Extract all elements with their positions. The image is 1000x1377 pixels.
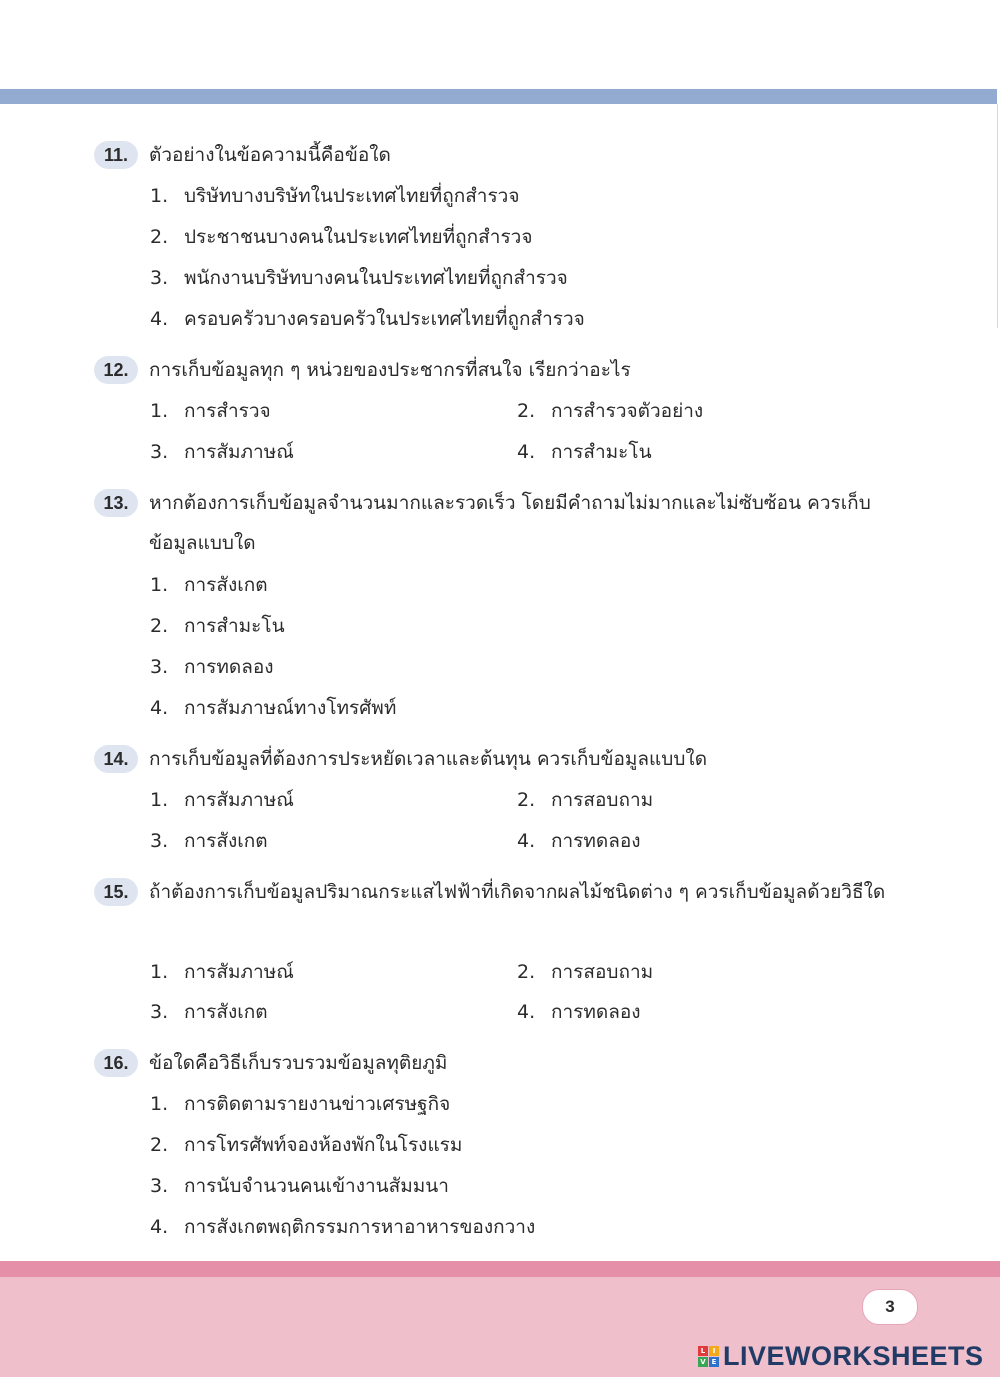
option-14-1[interactable] [150,786,294,814]
option-16-3[interactable] [150,1172,449,1200]
option-14-2[interactable] [517,786,653,814]
question-number: 12. [94,356,138,384]
question-number: 13. [94,489,138,517]
brand-name: LIVEWORKSHEETS [723,1340,984,1371]
option-text: การสังเกต [184,1001,268,1023]
option-number: 3. [150,830,169,852]
option-13-2[interactable] [150,612,285,640]
option-number: 1. [150,961,169,983]
option-16-1[interactable] [150,1090,450,1118]
option-text: พนักงานบริษัทบางคนในประเทศไทยที่ถูกสำรวจ [184,267,568,289]
option-number: 3. [150,1175,169,1197]
option-text: การสัมภาษณ์ [184,789,294,811]
option-text: บริษัทบางบริษัทในประเทศไทยที่ถูกสำรวจ [184,185,520,207]
option-text: ครอบครัวบางครอบครัวในประเทศไทยที่ถูกสำรวจ [184,308,585,330]
option-11-3[interactable] [150,264,568,292]
option-number: 1. [150,400,169,422]
question-text: ข้อใดคือวิธีเก็บรวบรวมข้อมูลทุติยภูมิ [149,1052,448,1074]
option-text: การทดลอง [184,656,274,678]
option-number: 3. [150,1001,169,1023]
option-15-3[interactable] [150,998,268,1026]
logo-letter: L [698,1346,708,1356]
option-number: 4. [150,697,169,719]
option-text: การสอบถาม [551,789,654,811]
option-number: 2. [150,1134,169,1156]
option-number: 4. [150,308,169,330]
option-15-4[interactable] [517,998,641,1026]
option-number: 1. [150,1093,169,1115]
option-number: 4. [517,441,536,463]
option-text: การสำรวจ [184,400,271,422]
question-text: ถ้าต้องการเก็บข้อมูลปริมาณกระแสไฟฟ้าที่เกิดจากผลไม้ชนิดต่าง ๆ ควรเก็บข้อมูลด้วยวิธีใด [149,881,886,903]
option-number: 3. [150,267,169,289]
option-13-3[interactable] [150,653,274,681]
option-text: การทดลอง [551,830,641,852]
option-number: 1. [150,574,169,596]
option-12-1[interactable] [150,397,271,425]
question-text: ตัวอย่างในข้อความนี้คือข้อใด [149,144,391,166]
option-number: 1. [150,789,169,811]
option-text: การสำรวจตัวอย่าง [551,400,704,422]
option-text: การทดลอง [551,1001,641,1023]
option-number: 1. [150,185,169,207]
option-16-4[interactable] [150,1213,535,1241]
option-number: 2. [150,615,169,637]
option-text: การสัมภาษณ์ [184,961,294,983]
page-number-badge: 3 [862,1289,918,1325]
brand-logo-icon [698,1346,719,1367]
option-number: 4. [517,1001,536,1023]
option-text: การสังเกต [184,830,268,852]
option-number: 2. [517,789,536,811]
option-text: การติดตามรายงานข่าวเศรษฐกิจ [184,1093,451,1115]
option-15-1[interactable] [150,958,294,986]
option-11-2[interactable] [150,223,532,251]
option-12-3[interactable] [150,438,294,466]
page-edge-line [997,104,998,328]
option-text: การสังเกต [184,574,268,596]
option-number: 2. [517,961,536,983]
option-number: 2. [150,226,169,248]
logo-letter: V [698,1357,708,1367]
liveworksheets-brand[interactable] [698,1341,984,1371]
option-13-1[interactable] [150,571,268,599]
option-text: การสังเกตพฤติกรรมการหาอาหารของกวาง [184,1216,536,1238]
bottom-color-band [0,1261,1000,1277]
option-11-4[interactable] [150,305,585,333]
option-15-2[interactable] [517,958,653,986]
option-text: การสัมภาษณ์ [184,441,294,463]
option-text: การนับจำนวนคนเข้างานสัมมนา [184,1175,449,1197]
option-number: 4. [517,830,536,852]
logo-letter: I [709,1346,719,1356]
option-12-2[interactable] [517,397,703,425]
top-color-band [0,89,997,104]
option-text: การสอบถาม [551,961,654,983]
question-number: 14. [94,745,138,773]
question-text: หากต้องการเก็บข้อมูลจำนวนมากและรวดเร็ว โดยมีคำถามไม่มากและไม่ซับซ้อน ควรเก็บข้อมูลแบบใด [149,492,871,554]
question-number: 15. [94,878,138,906]
option-number: 4. [150,1216,169,1238]
option-11-1[interactable] [150,182,519,210]
question-number: 11. [94,141,138,169]
option-text: ประชาชนบางคนในประเทศไทยที่ถูกสำรวจ [184,226,533,248]
option-text: การสำมะโน [551,441,652,463]
option-text: การสำมะโน [184,615,285,637]
question-text: การเก็บข้อมูลที่ต้องการประหยัดเวลาและต้นทุน ควรเก็บข้อมูลแบบใด [149,748,708,770]
option-14-3[interactable] [150,827,268,855]
option-16-2[interactable] [150,1131,462,1159]
question-number: 16. [94,1049,138,1077]
option-13-4[interactable] [150,694,396,722]
option-text: การโทรศัพท์จองห้องพักในโรงแรม [184,1134,463,1156]
option-text: การสัมภาษณ์ทางโทรศัพท์ [184,697,397,719]
option-number: 2. [517,400,536,422]
question-text: การเก็บข้อมูลทุก ๆ หน่วยของประชากรที่สนใจ เรียกว่าอะไร [149,359,631,381]
option-12-4[interactable] [517,438,652,466]
option-number: 3. [150,656,169,678]
logo-letter: E [709,1357,719,1367]
option-number: 3. [150,441,169,463]
option-14-4[interactable] [517,827,641,855]
